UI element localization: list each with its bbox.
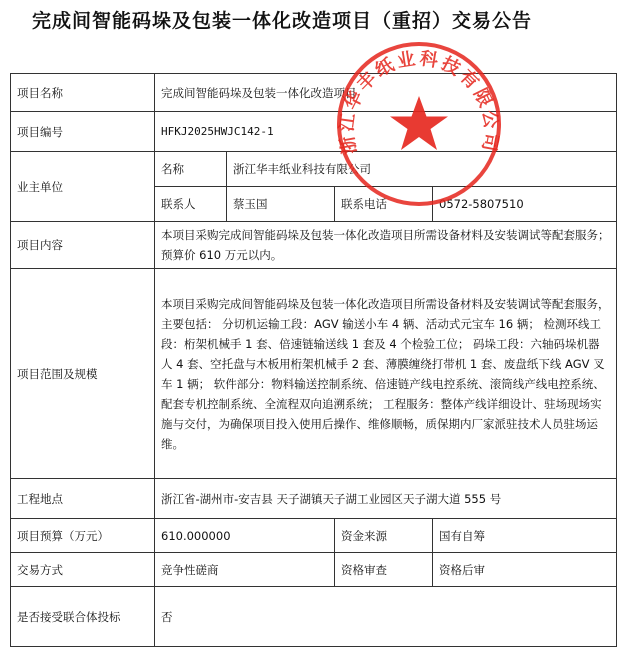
value-scope: 本项目采购完成间智能码垛及包装一体化改造项目所需设备材料及安装调试等配套服务，主要包括： 分切机运输工段：AGV 输送小车 4 辆、活动式元宝车 16 辆； 检测环线工段：桁架机械手 1 套、倍速链输送线 1 套及 4 个检验工位； 码垛工段：六轴码垛机器人 4 套、空托盘与木板用桁架机械手 2 套、薄膜缠绕打带机 1 套、废盘纸下线 AGV 叉车 1 辆； 软件部分：物料输送控制系统、倍速链产线电控系统、滚筒线产线电控系统、配套专机控制系统、全流程双向追溯系统； 工程服务：整体产线详细设计、驻场现场实施与交付，为确保项目投入使用后操作、维修顺畅，质保期内厂家派驻技术人员驻场运维。: [155, 269, 617, 479]
label-contact: 联系人: [155, 187, 227, 222]
row-content: [11, 222, 617, 269]
label-owner-name: 名称: [155, 152, 227, 187]
value-phone: 0572-5807510: [433, 187, 617, 222]
value-project-name: 完成间智能码垛及包装一体化改造项目: [155, 74, 617, 112]
label-phone: 联系电话: [335, 187, 433, 222]
value-fund-source: 国有自筹: [433, 519, 617, 553]
value-qualification: 资格后审: [433, 553, 617, 587]
label-owner: 业主单位: [11, 152, 155, 222]
row-budget: [11, 519, 617, 553]
value-content: 本项目采购完成间智能码垛及包装一体化改造项目所需设备材料及安装调试等配套服务；预算价 610 万元以内。: [155, 222, 617, 269]
value-location: 浙江省-湖州市-安吉县 天子湖镇天子湖工业园区天子湖大道 555 号: [155, 479, 617, 519]
label-consortium: 是否接受联合体投标: [11, 587, 155, 647]
label-project-name: 项目名称: [11, 74, 155, 112]
value-contact: 蔡玉国: [227, 187, 335, 222]
label-project-no: 项目编号: [11, 112, 155, 152]
value-budget: 610.000000: [155, 519, 335, 553]
label-scope: 项目范围及规模: [11, 269, 155, 479]
page-title: 完成间智能码垛及包装一体化改造项目（重招）交易公告: [32, 10, 533, 32]
row-scope: [11, 269, 617, 479]
value-owner-name: 浙江华丰纸业科技有限公司: [227, 152, 617, 187]
seal-text: 浙江华丰纸业科技有限公司: [336, 48, 502, 156]
label-fund-source: 资金来源: [335, 519, 433, 553]
label-qualification: 资格审查: [335, 553, 433, 587]
row-method: [11, 553, 617, 587]
value-consortium: 否: [155, 587, 617, 647]
label-location: 工程地点: [11, 479, 155, 519]
announcement-table: [10, 73, 617, 647]
row-project-name: [11, 74, 617, 112]
value-project-no: HFKJ2025HWJC142-1: [155, 112, 617, 152]
label-method: 交易方式: [11, 553, 155, 587]
value-method: 竞争性磋商: [155, 553, 335, 587]
label-budget: 项目预算（万元）: [11, 519, 155, 553]
row-owner-name: [11, 152, 617, 187]
row-project-no: [11, 112, 617, 152]
row-consortium: [11, 587, 617, 647]
label-content: 项目内容: [11, 222, 155, 269]
row-location: [11, 479, 617, 519]
